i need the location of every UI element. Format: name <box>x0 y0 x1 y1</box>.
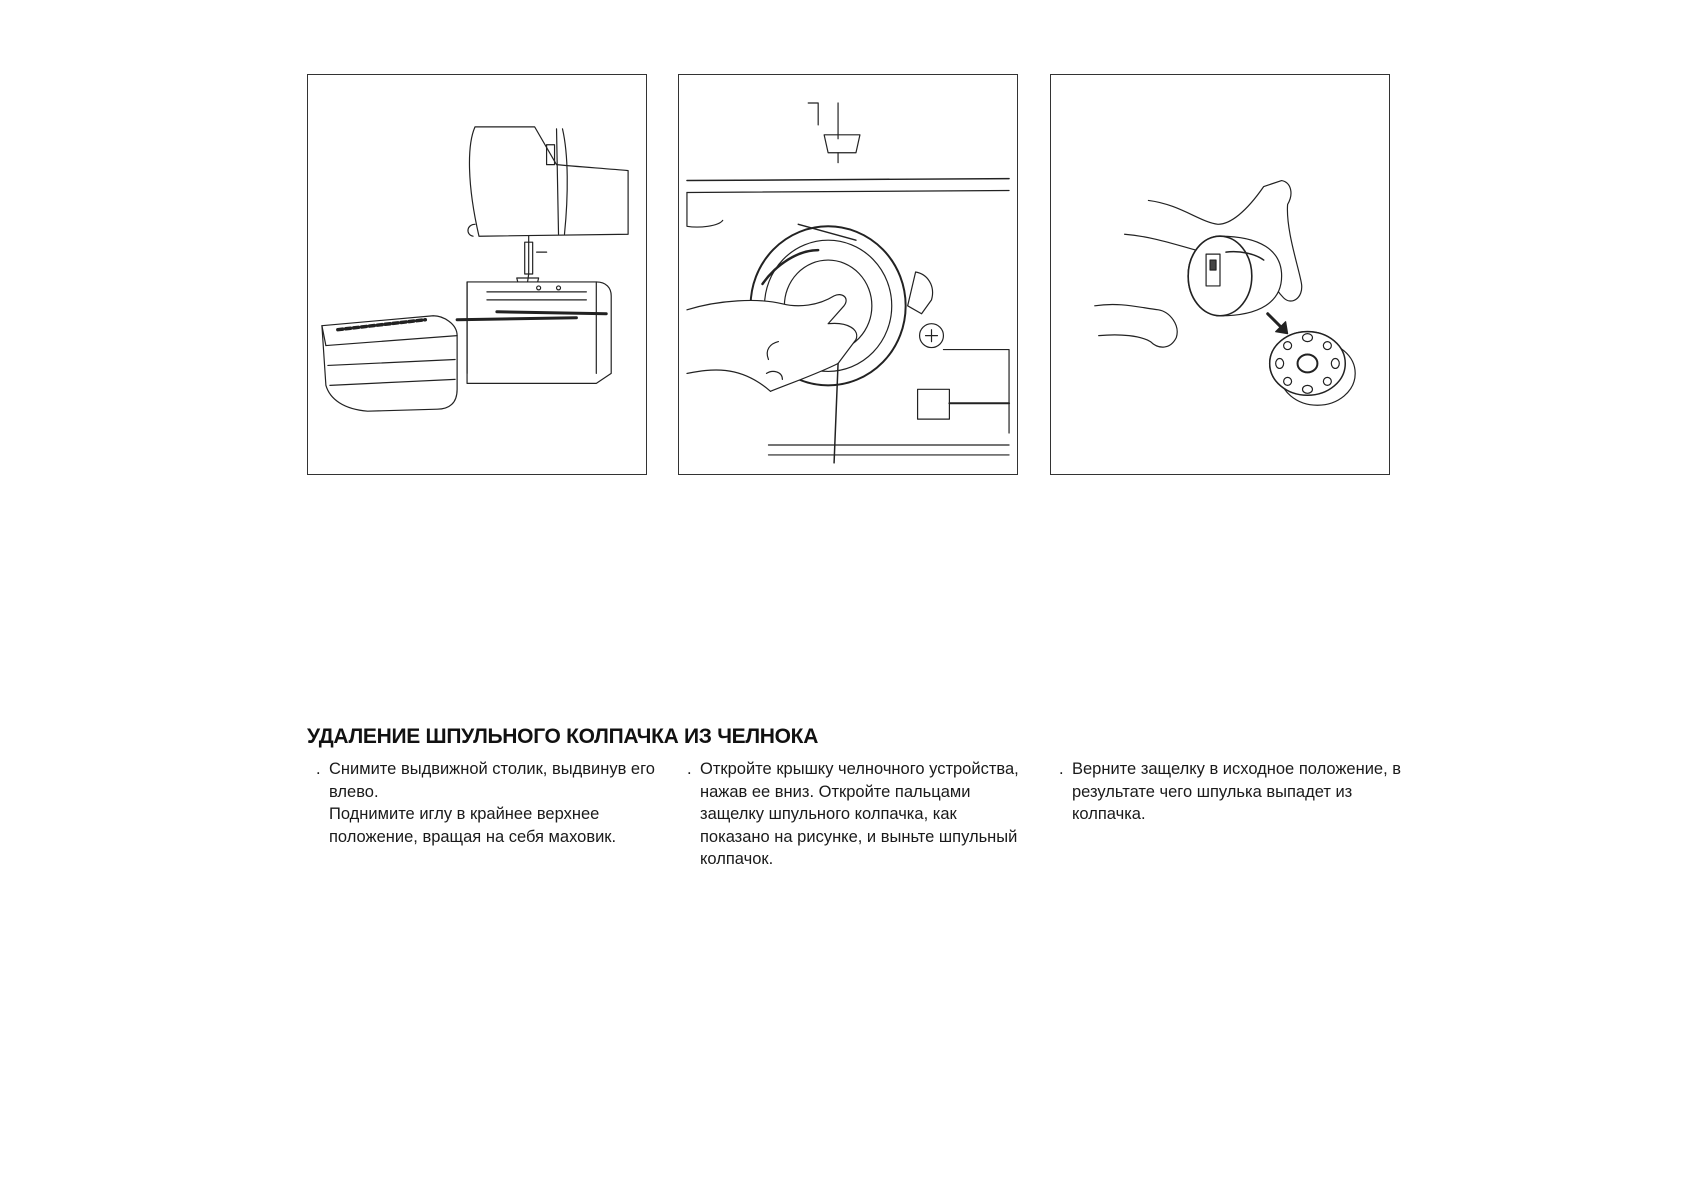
step-2-marker: . <box>687 760 692 778</box>
figure-remove-bobbin-case <box>678 74 1018 475</box>
section-title: УДАЛЕНИЕ ШПУЛЬНОГО КОЛПАЧКА ИЗ ЧЕЛНОКА <box>307 725 819 748</box>
step-1-text-continued: Поднимите иглу в крайнее верхнее положение, вращая на себя маховик. <box>329 805 617 846</box>
step-3-text: Верните защелку в исходное положение, в результате чего шпулька выпадет из колпачка. <box>1072 760 1402 823</box>
figure-bobbin-drops-out <box>1050 74 1390 475</box>
sewing-machine-extension-table-illustration <box>308 75 646 474</box>
bobbin-dropping-from-case-illustration <box>1051 75 1389 474</box>
figure-extension-table <box>307 74 647 475</box>
step-1-marker: . <box>316 760 321 778</box>
hand-removing-bobbin-case-illustration <box>679 75 1017 474</box>
step-3-marker: . <box>1059 760 1064 778</box>
step-2-text: Откройте крышку челночного устройства, нажав ее вниз. Откройте пальцами защелку шпульного колпачка, как показано на рисунке, и выньте шпульный колпачок. <box>700 760 1019 868</box>
step-1-text: Снимите выдвижной столик, выдвинув его влево. <box>329 760 655 801</box>
